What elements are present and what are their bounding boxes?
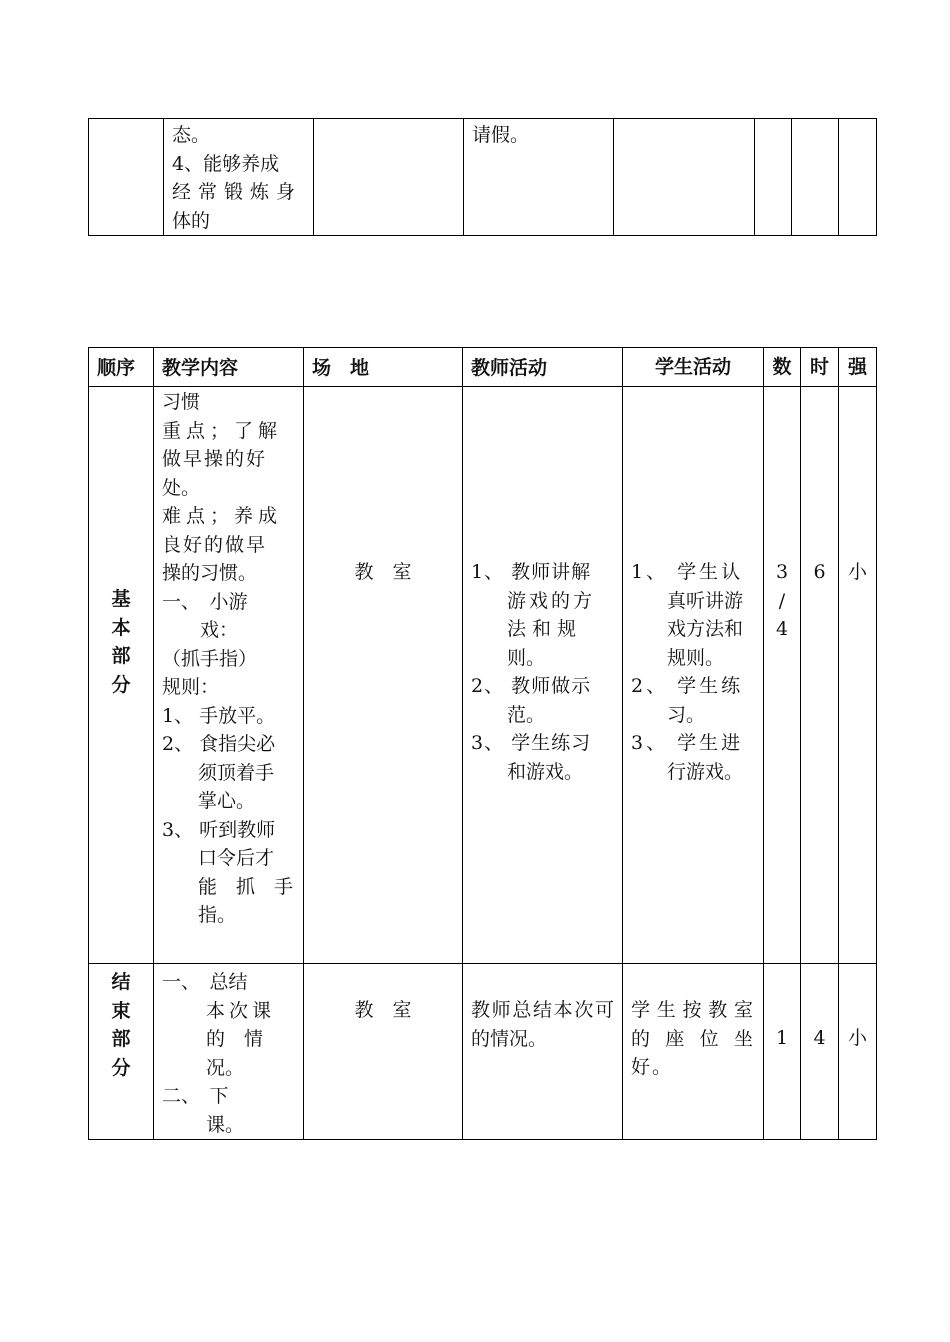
content-line: 须顶着手 [198, 761, 275, 784]
basic-intensity-cell [839, 387, 877, 964]
teacher-line: 3、 学生练习 [471, 732, 592, 754]
end-teacher-text: 教师总结本次可的情况。 [471, 999, 614, 1050]
content-line: 掌心。 [198, 790, 256, 812]
teacher-line: 范。 [507, 703, 546, 726]
basic-section-label [89, 387, 154, 964]
content-line: 口令后才 [198, 847, 275, 869]
content-line: 二、 下 [162, 1085, 229, 1107]
student-line: 习。 [667, 703, 706, 726]
end-student-cell [623, 964, 764, 1140]
teacher-line: 法 和 规 [507, 618, 577, 640]
end-venue-text: 教 室 [354, 999, 412, 1021]
section-char: 部 [111, 1028, 131, 1050]
student-line: 戏方法和 [667, 618, 744, 640]
header-venue: 场 地 [304, 348, 463, 387]
end-time-text: 4 [813, 1027, 826, 1049]
section-char: 基 [111, 588, 131, 610]
section-char: 分 [111, 673, 131, 696]
count-char: / [778, 589, 786, 612]
header-intensity: 强 [839, 348, 877, 387]
content-line: 1、 手放平。 [162, 704, 276, 727]
content-line: 做早操的好 [162, 448, 268, 470]
student-line: 2、 学生练 [631, 675, 744, 697]
teacher-line: 游戏的方 [507, 589, 596, 612]
student-line: 1、 学生认 [631, 561, 744, 583]
cont-time-cell [792, 119, 839, 236]
content-line: 重点；了解 [162, 419, 283, 442]
basic-intensity-text: 小 [847, 561, 867, 583]
content-line: 习惯 [162, 391, 201, 413]
student-line: 3、 学生进 [631, 732, 744, 754]
cont-teacher-text: 请假。 [472, 124, 530, 146]
cont-content-line: 态。 [172, 124, 211, 146]
basic-venue-cell [304, 387, 463, 964]
basic-venue-text: 教 室 [354, 561, 412, 583]
cont-teacher-cell [464, 119, 614, 236]
cont-content-line: 4、能够养成 [172, 152, 280, 175]
end-teacher-cell [463, 964, 623, 1140]
student-line: 真听讲游 [667, 589, 744, 612]
cont-student-cell [614, 119, 755, 236]
section-char: 结 [111, 971, 131, 993]
continuation-table [88, 118, 877, 236]
cont-intensity-cell [839, 119, 877, 236]
header-teacher: 教师活动 [463, 348, 623, 387]
end-section-row [89, 964, 877, 1140]
student-line: 规则。 [667, 646, 725, 669]
content-line: 处。 [162, 476, 201, 499]
end-count-text: 1 [775, 1027, 789, 1049]
basic-count-cell [764, 387, 801, 964]
basic-teacher-cell [463, 387, 623, 964]
section-char: 本 [111, 616, 131, 639]
count-char: 3 [775, 561, 789, 583]
section-char: 束 [111, 999, 131, 1022]
lesson-table [88, 347, 877, 1140]
basic-student-cell [623, 387, 764, 964]
teacher-line: 1、 教师讲解 [471, 561, 592, 583]
end-section-label [89, 964, 154, 1140]
header-row [89, 348, 877, 387]
content-line: 3、 听到教师 [162, 818, 276, 841]
cont-content-line: 体的 [172, 209, 211, 232]
content-line: （抓手指） [162, 647, 258, 670]
cont-order-cell [89, 119, 164, 236]
content-line: 规则： [162, 676, 220, 698]
content-line: 难点；养成 [162, 505, 283, 527]
header-student: 学生活动 [623, 348, 764, 387]
end-time-cell [801, 964, 839, 1140]
end-count-cell [764, 964, 801, 1140]
content-line: 良好的做早 [162, 533, 268, 556]
content-line: 戏： [200, 619, 239, 641]
teacher-line: 则。 [507, 646, 546, 669]
end-intensity-text: 小 [847, 1027, 867, 1049]
content-line: 一、 小游 [162, 590, 248, 613]
basic-time-text: 6 [813, 561, 826, 583]
header-count: 数 [764, 348, 801, 387]
teacher-line: 2、 教师做示 [471, 675, 592, 697]
count-char: 4 [775, 618, 789, 640]
end-content-cell [154, 964, 304, 1140]
end-venue-cell [304, 964, 463, 1140]
header-time: 时 [801, 348, 839, 387]
content-line: 一、 总结 [162, 971, 248, 993]
content-line: 能 抓 手 [198, 875, 294, 898]
content-line: 指。 [198, 904, 237, 926]
content-line: 况。 [206, 1056, 245, 1079]
end-student-text: 学生按教室的座位坐好。 [631, 999, 755, 1078]
cont-count-cell [755, 119, 792, 236]
content-line: 的 情 [206, 1028, 264, 1050]
content-line: 2、 食指尖必 [162, 733, 276, 755]
section-char: 部 [111, 645, 131, 667]
end-intensity-cell [839, 964, 877, 1140]
basic-section-row [89, 387, 877, 964]
header-order: 顺序 [89, 348, 154, 387]
section-char: 分 [111, 1056, 131, 1079]
basic-time-cell [801, 387, 839, 964]
cont-content-line: 经常锻炼身 [172, 181, 303, 203]
basic-content-cell [154, 387, 304, 964]
cont-venue-cell [314, 119, 464, 236]
content-line: 操的习惯。 [162, 562, 258, 584]
student-line: 行游戏。 [667, 760, 744, 783]
header-content: 教学内容 [154, 348, 304, 387]
cont-content-cell [164, 119, 314, 236]
teacher-line: 和游戏。 [507, 760, 584, 783]
content-line: 本次课 [206, 999, 276, 1022]
content-line: 课。 [206, 1113, 245, 1136]
